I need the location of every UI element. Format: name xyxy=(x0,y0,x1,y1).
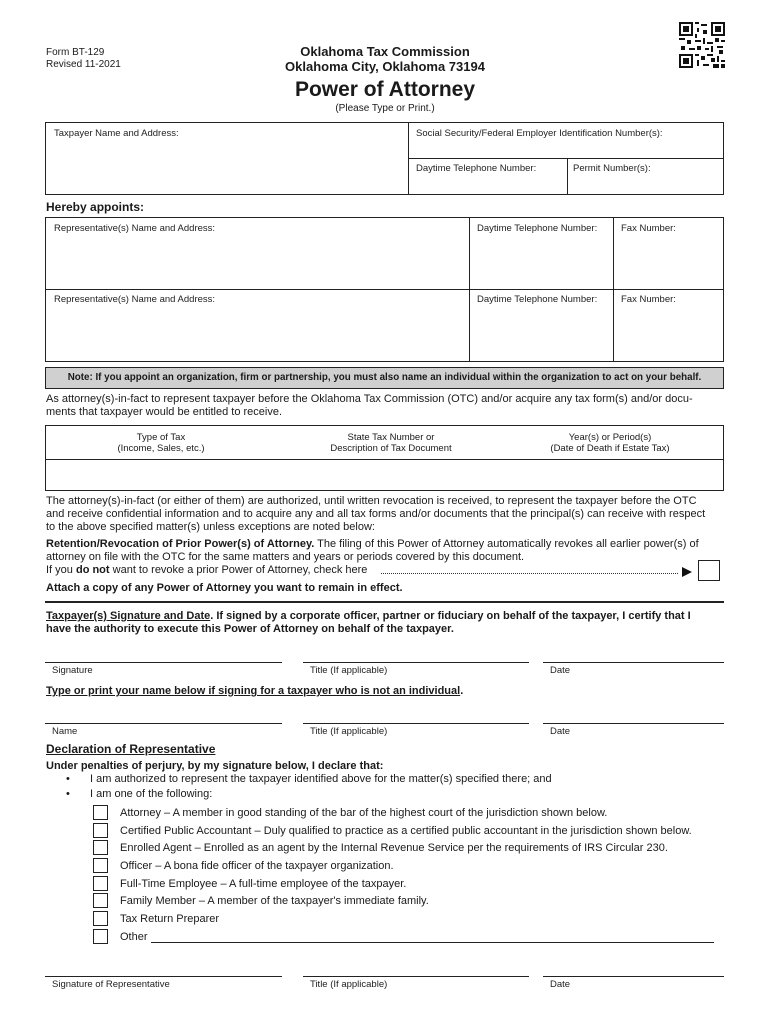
signature-heading-line1: Taxpayer(s) Signature and Date. If signed by a corporate officer, partner or fiduciary on behalf of the taxpayer, I certify that I xyxy=(46,610,691,622)
col-type-of-tax-1: Type of Tax xyxy=(136,432,186,443)
rep-signature-line[interactable] xyxy=(45,976,282,977)
authority-line1: The attorney(s)-in-fact (or either of them) are authorized, until written revocation is received, to represent the taxpayer before the OTC xyxy=(46,495,697,507)
rep-date-line[interactable] xyxy=(543,976,724,977)
name-label: Name xyxy=(52,726,78,737)
checkbox-family-member[interactable] xyxy=(93,893,108,908)
checkbox-officer[interactable] xyxy=(93,858,108,873)
option-officer: Officer – A bona fide officer of the taxpayer organization. xyxy=(120,860,394,872)
declaration-heading: Declaration of Representative xyxy=(46,742,216,756)
title-line-2[interactable] xyxy=(303,723,529,724)
date-line-2[interactable] xyxy=(543,723,724,724)
arrow-right-icon xyxy=(681,566,693,578)
date-label-2: Date xyxy=(550,726,571,737)
ssn-label: Social Security/Federal Employer Identification Number(s): xyxy=(416,128,663,139)
option-cpa: Certified Public Accountant – Duly qualified to practice as a certified public accountant in the jurisdiction shown below. xyxy=(120,825,692,837)
rep-title-label: Title (If applicable) xyxy=(310,979,388,990)
title-label: Title (If applicable) xyxy=(310,665,388,676)
rep1-phone-label: Daytime Telephone Number: xyxy=(477,223,598,234)
rep2-name-label: Representative(s) Name and Address: xyxy=(54,294,216,305)
form-number: Form BT-129 xyxy=(46,47,105,58)
agency-address: Oklahoma City, Oklahoma 73194 xyxy=(285,59,485,74)
permit-label: Permit Number(s): xyxy=(573,163,651,174)
qr-code-icon xyxy=(679,22,725,68)
checkbox-attorney[interactable] xyxy=(93,805,108,820)
col-years-1: Year(s) or Period(s) xyxy=(568,432,652,443)
revoke-checkbox[interactable] xyxy=(698,560,720,581)
rep1-fax-label: Fax Number: xyxy=(621,223,676,234)
agency-name: Oklahoma Tax Commission xyxy=(300,44,470,59)
checkbox-tax-return-preparer[interactable] xyxy=(93,911,108,926)
bullet-1-text: I am authorized to represent the taxpayer identified above for the matter(s) specified there; and xyxy=(90,773,552,785)
rep1-name-label: Representative(s) Name and Address: xyxy=(54,223,216,234)
taxpayer-name-label: Taxpayer Name and Address: xyxy=(54,128,179,139)
attach-copy-note: Attach a copy of any Power of Attorney you want to remain in effect. xyxy=(46,582,403,594)
col-state-tax-number-2: Description of Tax Document xyxy=(330,443,452,454)
revoke-dot-leader xyxy=(381,573,678,574)
authority-line3: to the above specified matter(s) unless exceptions are noted below: xyxy=(46,521,375,533)
option-attorney: Attorney – A member in good standing of the bar of the highest court of the jurisdiction shown below. xyxy=(120,807,608,819)
date-label: Date xyxy=(550,665,571,676)
perjury-statement: Under penalties of perjury, by my signature below, I declare that: xyxy=(46,760,384,772)
title-label-2: Title (If applicable) xyxy=(310,726,388,737)
authority-line2: and receive confidential information and to acquire any and all tax forms and/or documents that the principal(s) can receive with respect xyxy=(46,508,706,520)
retention-line2: attorney on file with the OTC for the same matters and years or periods covered by this document. xyxy=(46,551,525,563)
attorney-in-fact-line2: ments that taxpayer would be entitled to receive. xyxy=(46,406,283,418)
signature-line[interactable] xyxy=(45,662,282,663)
bullet-2-marker: • xyxy=(66,788,70,800)
option-full-time-employee: Full-Time Employee – A full-time employee of the taxpayer. xyxy=(120,878,407,890)
option-other: Other xyxy=(120,931,148,943)
rep2-fax-label: Fax Number: xyxy=(621,294,676,305)
revoke-instruction: If you do not want to revoke a prior Power of Attorney, check here xyxy=(46,564,368,576)
checkbox-other[interactable] xyxy=(93,929,108,944)
signature-heading-line2: have the authority to execute this Power of Attorney on behalf of the taxpayer. xyxy=(46,623,454,635)
section-divider xyxy=(45,601,724,603)
signature-label: Signature xyxy=(52,665,93,676)
other-specify-line[interactable] xyxy=(151,942,714,943)
col-years-2: (Date of Death if Estate Tax) xyxy=(550,443,670,454)
appoints-heading: Hereby appoints: xyxy=(46,200,145,214)
option-tax-return-preparer: Tax Return Preparer xyxy=(120,913,220,925)
revised-date: Revised 11-2021 xyxy=(46,59,121,70)
rep-date-label: Date xyxy=(550,979,571,990)
bullet-2-text: I am one of the following: xyxy=(90,788,213,800)
page-title: Power of Attorney xyxy=(294,78,476,101)
tax-matters-row[interactable] xyxy=(47,461,722,489)
bullet-1-marker: • xyxy=(66,773,70,785)
col-type-of-tax-2: (Income, Sales, etc.) xyxy=(117,443,205,454)
option-family-member: Family Member – A member of the taxpayer's immediate family. xyxy=(120,895,429,907)
checkbox-cpa[interactable] xyxy=(93,823,108,838)
type-print-instruction: Type or print your name below if signing for a taxpayer who is not an individual. xyxy=(46,685,464,697)
rep2-phone-label: Daytime Telephone Number: xyxy=(477,294,598,305)
name-line[interactable] xyxy=(45,723,282,724)
rep-title-line[interactable] xyxy=(303,976,529,977)
option-enrolled-agent: Enrolled Agent – Enrolled as an agent by the Internal Revenue Service per the requirements of IRS Circular 230. xyxy=(120,842,668,854)
taxpayer-phone-label: Daytime Telephone Number: xyxy=(416,163,537,174)
checkbox-full-time-employee[interactable] xyxy=(93,876,108,891)
attorney-in-fact-line1: As attorney(s)-in-fact to represent taxpayer before the Oklahoma Tax Commission (OTC) and/or acquire any tax form(s) and/or docu- xyxy=(46,393,693,405)
date-line[interactable] xyxy=(543,662,724,663)
retention-line1: Retention/Revocation of Prior Power(s) of Attorney. The filing of this Power of Attorney automatically revokes all earlier power(s) of xyxy=(46,538,699,550)
note-text: Note: If you appoint an organization, firm or partnership, you must also name an individual within the organization to act on your behalf. xyxy=(67,372,702,383)
title-line[interactable] xyxy=(303,662,529,663)
col-state-tax-number-1: State Tax Number or xyxy=(347,432,435,443)
page-subtitle: (Please Type or Print.) xyxy=(335,103,435,114)
checkbox-enrolled-agent[interactable] xyxy=(93,840,108,855)
rep-signature-label: Signature of Representative xyxy=(52,979,170,990)
